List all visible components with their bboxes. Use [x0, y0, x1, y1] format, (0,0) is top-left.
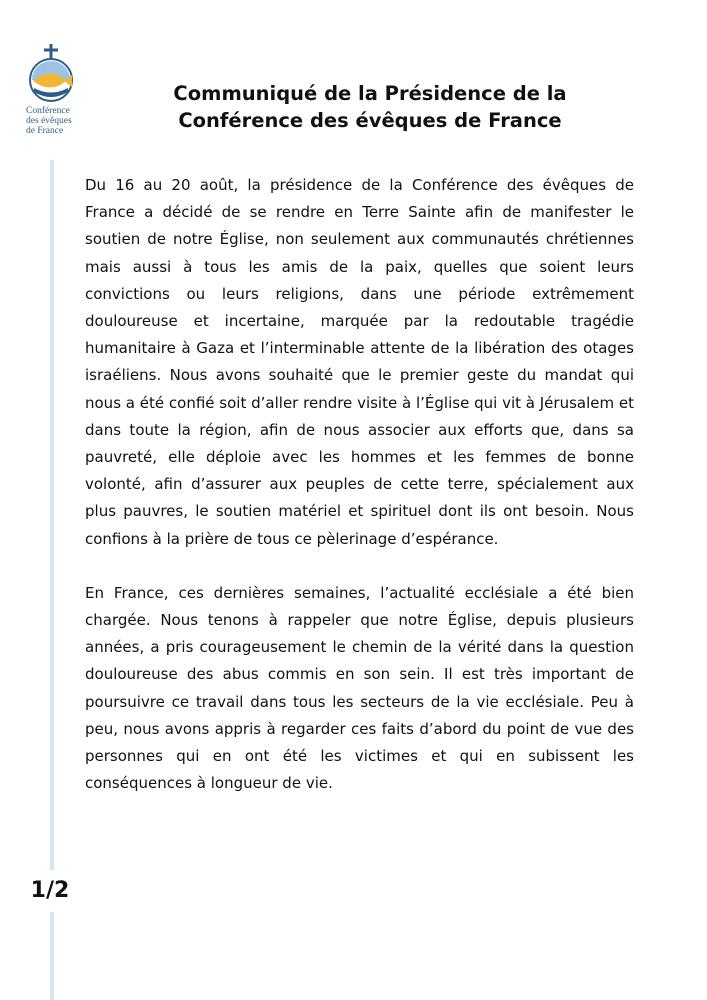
page-title — [110, 80, 630, 134]
logo-line-1: Conférence — [26, 106, 70, 116]
logo-line-2: des évêques — [26, 116, 72, 126]
logo-line-3: de France — [26, 126, 64, 136]
title-line-1: Communiqué de la Présidence de la — [173, 82, 567, 105]
paragraph-1: Du 16 au 20 août, la présidence de la Conférence des évêques de France a décidé de se rendre en Terre Sainte afin de manifester le soutien de notre Église, non seulement aux communautés chrétiennes mais aussi à tous les amis de la paix, quelles que soient leurs convictions ou leurs religions, dans une période extrêmement douloureuse et incertaine, marquée par la redoutable tragédie humanitaire à Gaza et l’interminable attente de la libération des otages israéliens. Nous avons souhaité que le premier geste du mandat qui nous a été confié soit d’aller rendre visite à l’Église qui vit à Jérusalem et dans toute la région, afin de nous associer aux efforts que, dans sa pauvreté, elle déploie avec les hommes et les femmes de bonne volonté, afin d’assurer aux peuples de cette terre, spécialement aux plus pauvres, le soutien matériel et spirituel dont ils ont besoin. Nous confions à la prière de tous ce pèlerinage d’espérance. — [85, 176, 634, 548]
title-line-2: Conférence des évêques de France — [178, 109, 562, 132]
conference-logo — [22, 44, 80, 136]
body-text — [85, 172, 634, 797]
paragraph-2: En France, ces dernières semaines, l’actualité ecclésiale a été bien chargée. Nous tenons à rappeler que notre Église, depuis plusieurs années, a pris courageusement le chemin de la vérité dans la question douloureuse des abus commis en son sein. Il est très important de poursuivre ce travail dans tous les secteurs de la vie ecclésiale. Peu à peu, nous avons appris à regarder ces faits d’abord du point de vue des personnes qui en ont été les victimes et qui en subissent les conséquences à longueur de vie. — [85, 583, 634, 793]
cross-fish-logo-icon — [26, 44, 76, 102]
page-number: 1/2 — [0, 870, 100, 912]
